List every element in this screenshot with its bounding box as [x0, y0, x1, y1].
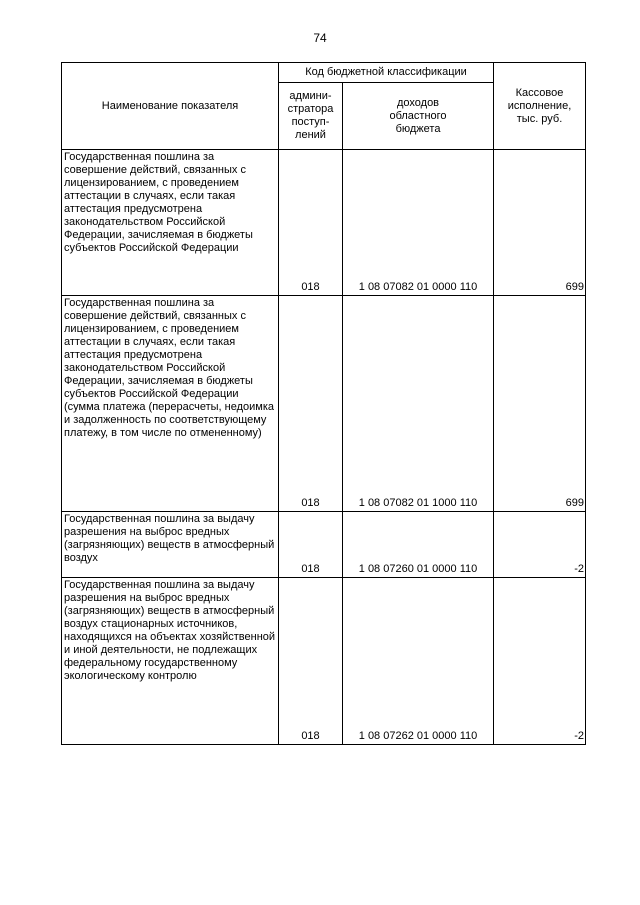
row-admin-code: 018	[279, 512, 343, 578]
row-income-code: 1 08 07262 01 0000 110	[343, 578, 494, 745]
row-name: Государственная пошлина за совершение действий, связанных с лицензированием, с проведением аттестации в случаях, если такая аттестация предусмотрена законодательством Российской Федерации, зачисляемая в бюджеты субъектов Российской Федерации	[62, 150, 279, 296]
header-cash-execution: Кассовое исполнение, тыс. руб.	[494, 63, 586, 150]
row-name: Государственная пошлина за выдачу разрешения на выброс вредных (загрязняющих) веществ в атмосферный воздух	[62, 512, 279, 578]
row-name: Государственная пошлина за совершение действий, связанных с лицензированием, с проведением аттестации в случаях, если такая аттестация предусмотрена законодательством Российской Федерации, зачисляемая в бюджеты субъектов Российской Федерации (сумма платежа (перерасчеты, недоимка и задолженность по соответствующему платежу, в том числе по отмененному)	[62, 296, 279, 512]
row-income-code: 1 08 07082 01 0000 110	[343, 150, 494, 296]
row-admin-code: 018	[279, 296, 343, 512]
table-header	[62, 63, 586, 150]
page-number: 74	[313, 31, 327, 45]
row-amount: 699	[494, 150, 586, 296]
table-row	[62, 150, 586, 296]
row-amount: -2	[494, 512, 586, 578]
table-row	[62, 512, 586, 578]
table-row	[62, 296, 586, 512]
row-amount: 699	[494, 296, 586, 512]
table-row	[62, 578, 586, 745]
header-name: Наименование показателя	[62, 63, 279, 150]
row-name: Государственная пошлина за выдачу разрешения на выброс вредных (загрязняющих) веществ в атмосферный воздух стационарных источников, находящихся на объектах хозяйственной и иной деятельности, не подлежащих федеральному государственному экологическому контролю	[62, 578, 279, 745]
header-regional-income: доходов областного бюджета	[343, 83, 494, 150]
header-administrator: админи- стратора поступ- лений	[279, 83, 343, 150]
row-admin-code: 018	[279, 150, 343, 296]
row-income-code: 1 08 07260 01 0000 110	[343, 512, 494, 578]
header-classification-code: Код бюджетной классификации	[279, 63, 494, 83]
row-amount: -2	[494, 578, 586, 745]
budget-table	[61, 62, 586, 745]
row-income-code: 1 08 07082 01 1000 110	[343, 296, 494, 512]
row-admin-code: 018	[279, 578, 343, 745]
